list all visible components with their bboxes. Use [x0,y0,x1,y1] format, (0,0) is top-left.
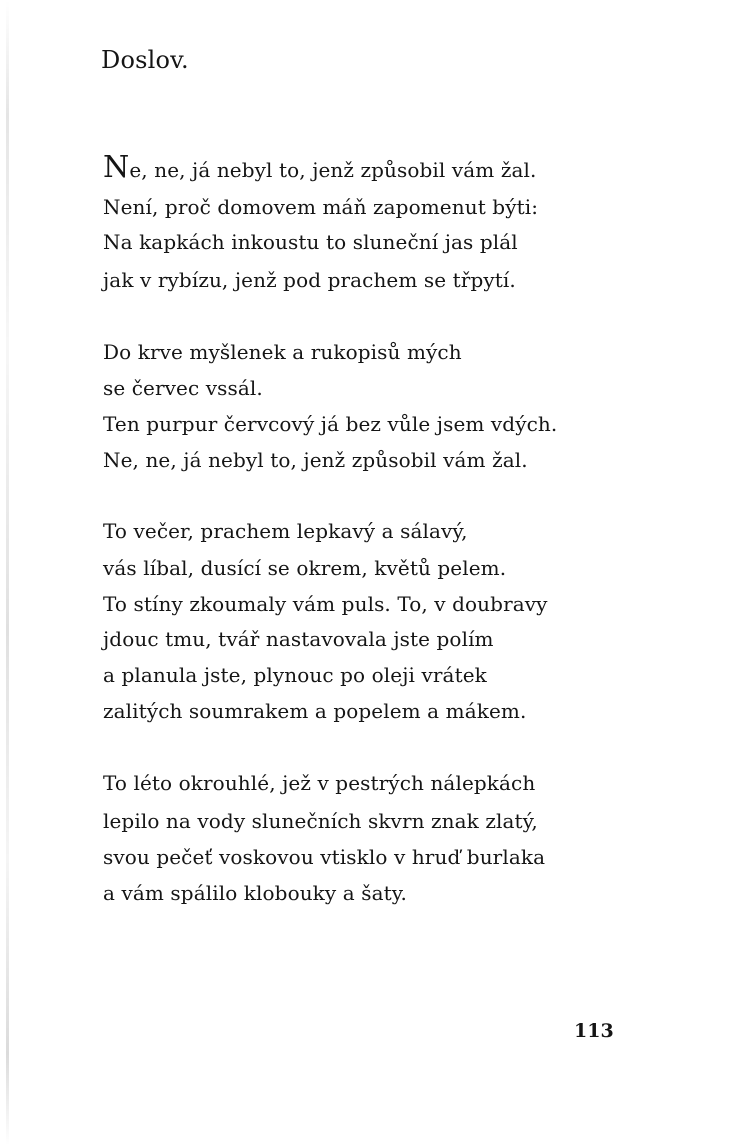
poem-line-3-5: a planula jste, plynouc po oleji vrátek [103,663,487,687]
poem-line-2-2: se červec vssál. [103,376,263,400]
poem-line-2-4: Ne, ne, já nebyl to, jenž způsobil vám žal. [103,448,528,472]
poem-line-3-2: vás líbal, dusící se okrem, květů pelem. [103,556,507,580]
poem-line-1-3: Na kapkách inkoustu to sluneční jas plál [103,230,518,254]
poem-line-3-4: jdouc tmu, tvář nastavovala jste polím [103,627,494,651]
poem-line-4-1: To léto okrouhlé, jež v pestrých nálepkách [103,771,536,795]
poem-line-3-1: To večer, prachem lepkavý a sálavý, [103,519,468,543]
poem-line-2-1: Do krve myšlenek a rukopisů mých [103,340,462,364]
poem-line-1-1-text: e, ne, já nebyl to, jenž způsobil vám žal. [129,158,537,182]
poem-line-4-3: svou pečeť voskovou vtisklo v hruď burlaka [103,845,546,869]
poem-line-4-2: lepilo na vody slunečních skvrn znak zlatý, [103,809,538,833]
drop-cap: N [103,150,130,185]
poem-line-2-3: Ten purpur červcový já bez vůle jsem vdých. [103,412,558,436]
poem-line-1-1 [103,150,537,185]
poem-line-1-4: jak v rybízu, jenž pod prachem se třpytí. [103,268,516,292]
poem-line-3-3: To stíny zkoumaly vám puls. To, v doubravy [103,592,548,616]
poem-line-4-4: a vám spálilo klobouky a šaty. [103,881,407,905]
page-title: Doslov. [101,46,189,74]
poem-line-1-2: Není, proč domovem máň zapomenut býti: [103,195,539,219]
page-number: 113 [574,1020,614,1042]
poem-line-3-6: zalitých soumrakem a popelem a mákem. [103,699,527,723]
page-gutter-shadow [6,0,9,1146]
